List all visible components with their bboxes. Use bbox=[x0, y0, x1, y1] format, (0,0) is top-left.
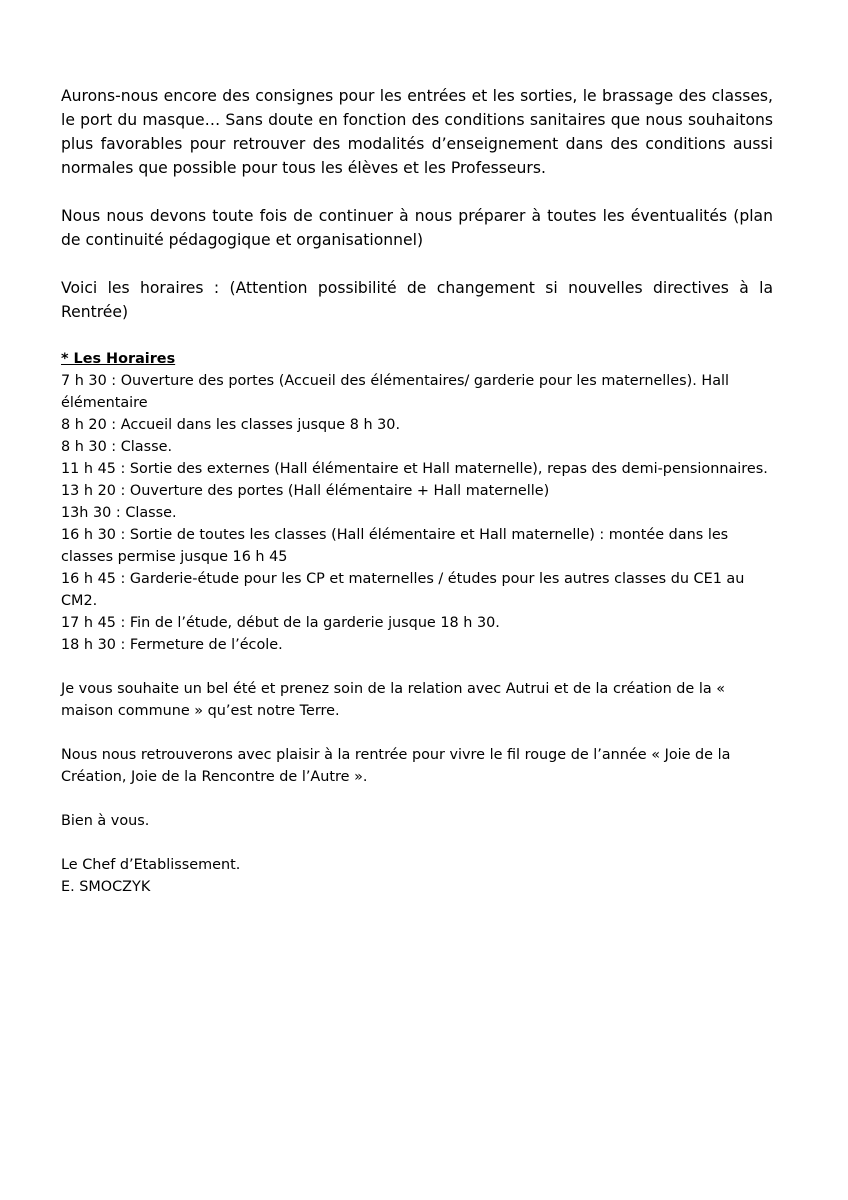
letter-page bbox=[61, 84, 773, 898]
signature-name: E. SMOCZYK bbox=[61, 879, 151, 895]
spacer bbox=[61, 324, 773, 348]
schedule-item: 11 h 45 : Sortie des externes (Hall élémentaire et Hall maternelle), repas des demi-pensionnaires. bbox=[61, 461, 768, 477]
schedule-item: 8 h 20 : Accueil dans les classes jusque 8 h 30. bbox=[61, 417, 401, 433]
schedule-item: 7 h 30 : Ouverture des portes (Accueil des élémentaires/ garderie pour les maternelles). Hall élémentaire bbox=[61, 373, 730, 411]
spacer bbox=[61, 832, 773, 854]
schedule-heading: * Les Horaires bbox=[61, 351, 176, 367]
schedule-list bbox=[61, 370, 773, 656]
closing-wish: Je vous souhaite un bel été et prenez soin de la relation avec Autrui et de la création de la « maison commune » qu’est notre Terre. bbox=[61, 681, 726, 719]
schedule-item: 13 h 20 : Ouverture des portes (Hall élémentaire + Hall maternelle) bbox=[61, 483, 550, 499]
closing-greeting: Bien à vous. bbox=[61, 813, 150, 829]
intro-paragraph-3: Voici les horaires : (Attention possibilité de changement si nouvelles directives à la Rentrée) bbox=[61, 279, 773, 321]
schedule-item: 13h 30 : Classe. bbox=[61, 505, 177, 521]
spacer bbox=[61, 722, 773, 744]
spacer bbox=[61, 656, 773, 678]
schedule-item: 16 h 45 : Garderie-étude pour les CP et maternelles / études pour les autres classes du CE1 au CM2. bbox=[61, 571, 745, 609]
schedule-item: 8 h 30 : Classe. bbox=[61, 439, 173, 455]
signature-title: Le Chef d’Etablissement. bbox=[61, 857, 241, 873]
spacer bbox=[61, 252, 773, 276]
closing-reunion: Nous nous retrouverons avec plaisir à la rentrée pour vivre le fil rouge de l’année « Joie de la Création, Joie de la Rencontre de l’Autre ». bbox=[61, 747, 731, 785]
intro-paragraph-2: Nous nous devons toute fois de continuer à nous préparer à toutes les éventualités (plan de continuité pédagogique et organisationnel) bbox=[61, 207, 773, 249]
schedule-item: 18 h 30 : Fermeture de l’école. bbox=[61, 637, 283, 653]
spacer bbox=[61, 788, 773, 810]
schedule-item: 17 h 45 : Fin de l’étude, début de la garderie jusque 18 h 30. bbox=[61, 615, 500, 631]
spacer bbox=[61, 180, 773, 204]
intro-paragraph-1: Aurons-nous encore des consignes pour les entrées et les sorties, le brassage des classes, le port du masque… Sans doute en fonction des conditions sanitaires que nous souhaitons plus favorables pour retrouver des modalités d’enseignement dans des conditions aussi normales que possible pour tous les élèves et les Professeurs. bbox=[61, 87, 773, 177]
schedule-item: 16 h 30 : Sortie de toutes les classes (Hall élémentaire et Hall maternelle) : montée dans les classes permise jusque 16 h 45 bbox=[61, 527, 729, 565]
